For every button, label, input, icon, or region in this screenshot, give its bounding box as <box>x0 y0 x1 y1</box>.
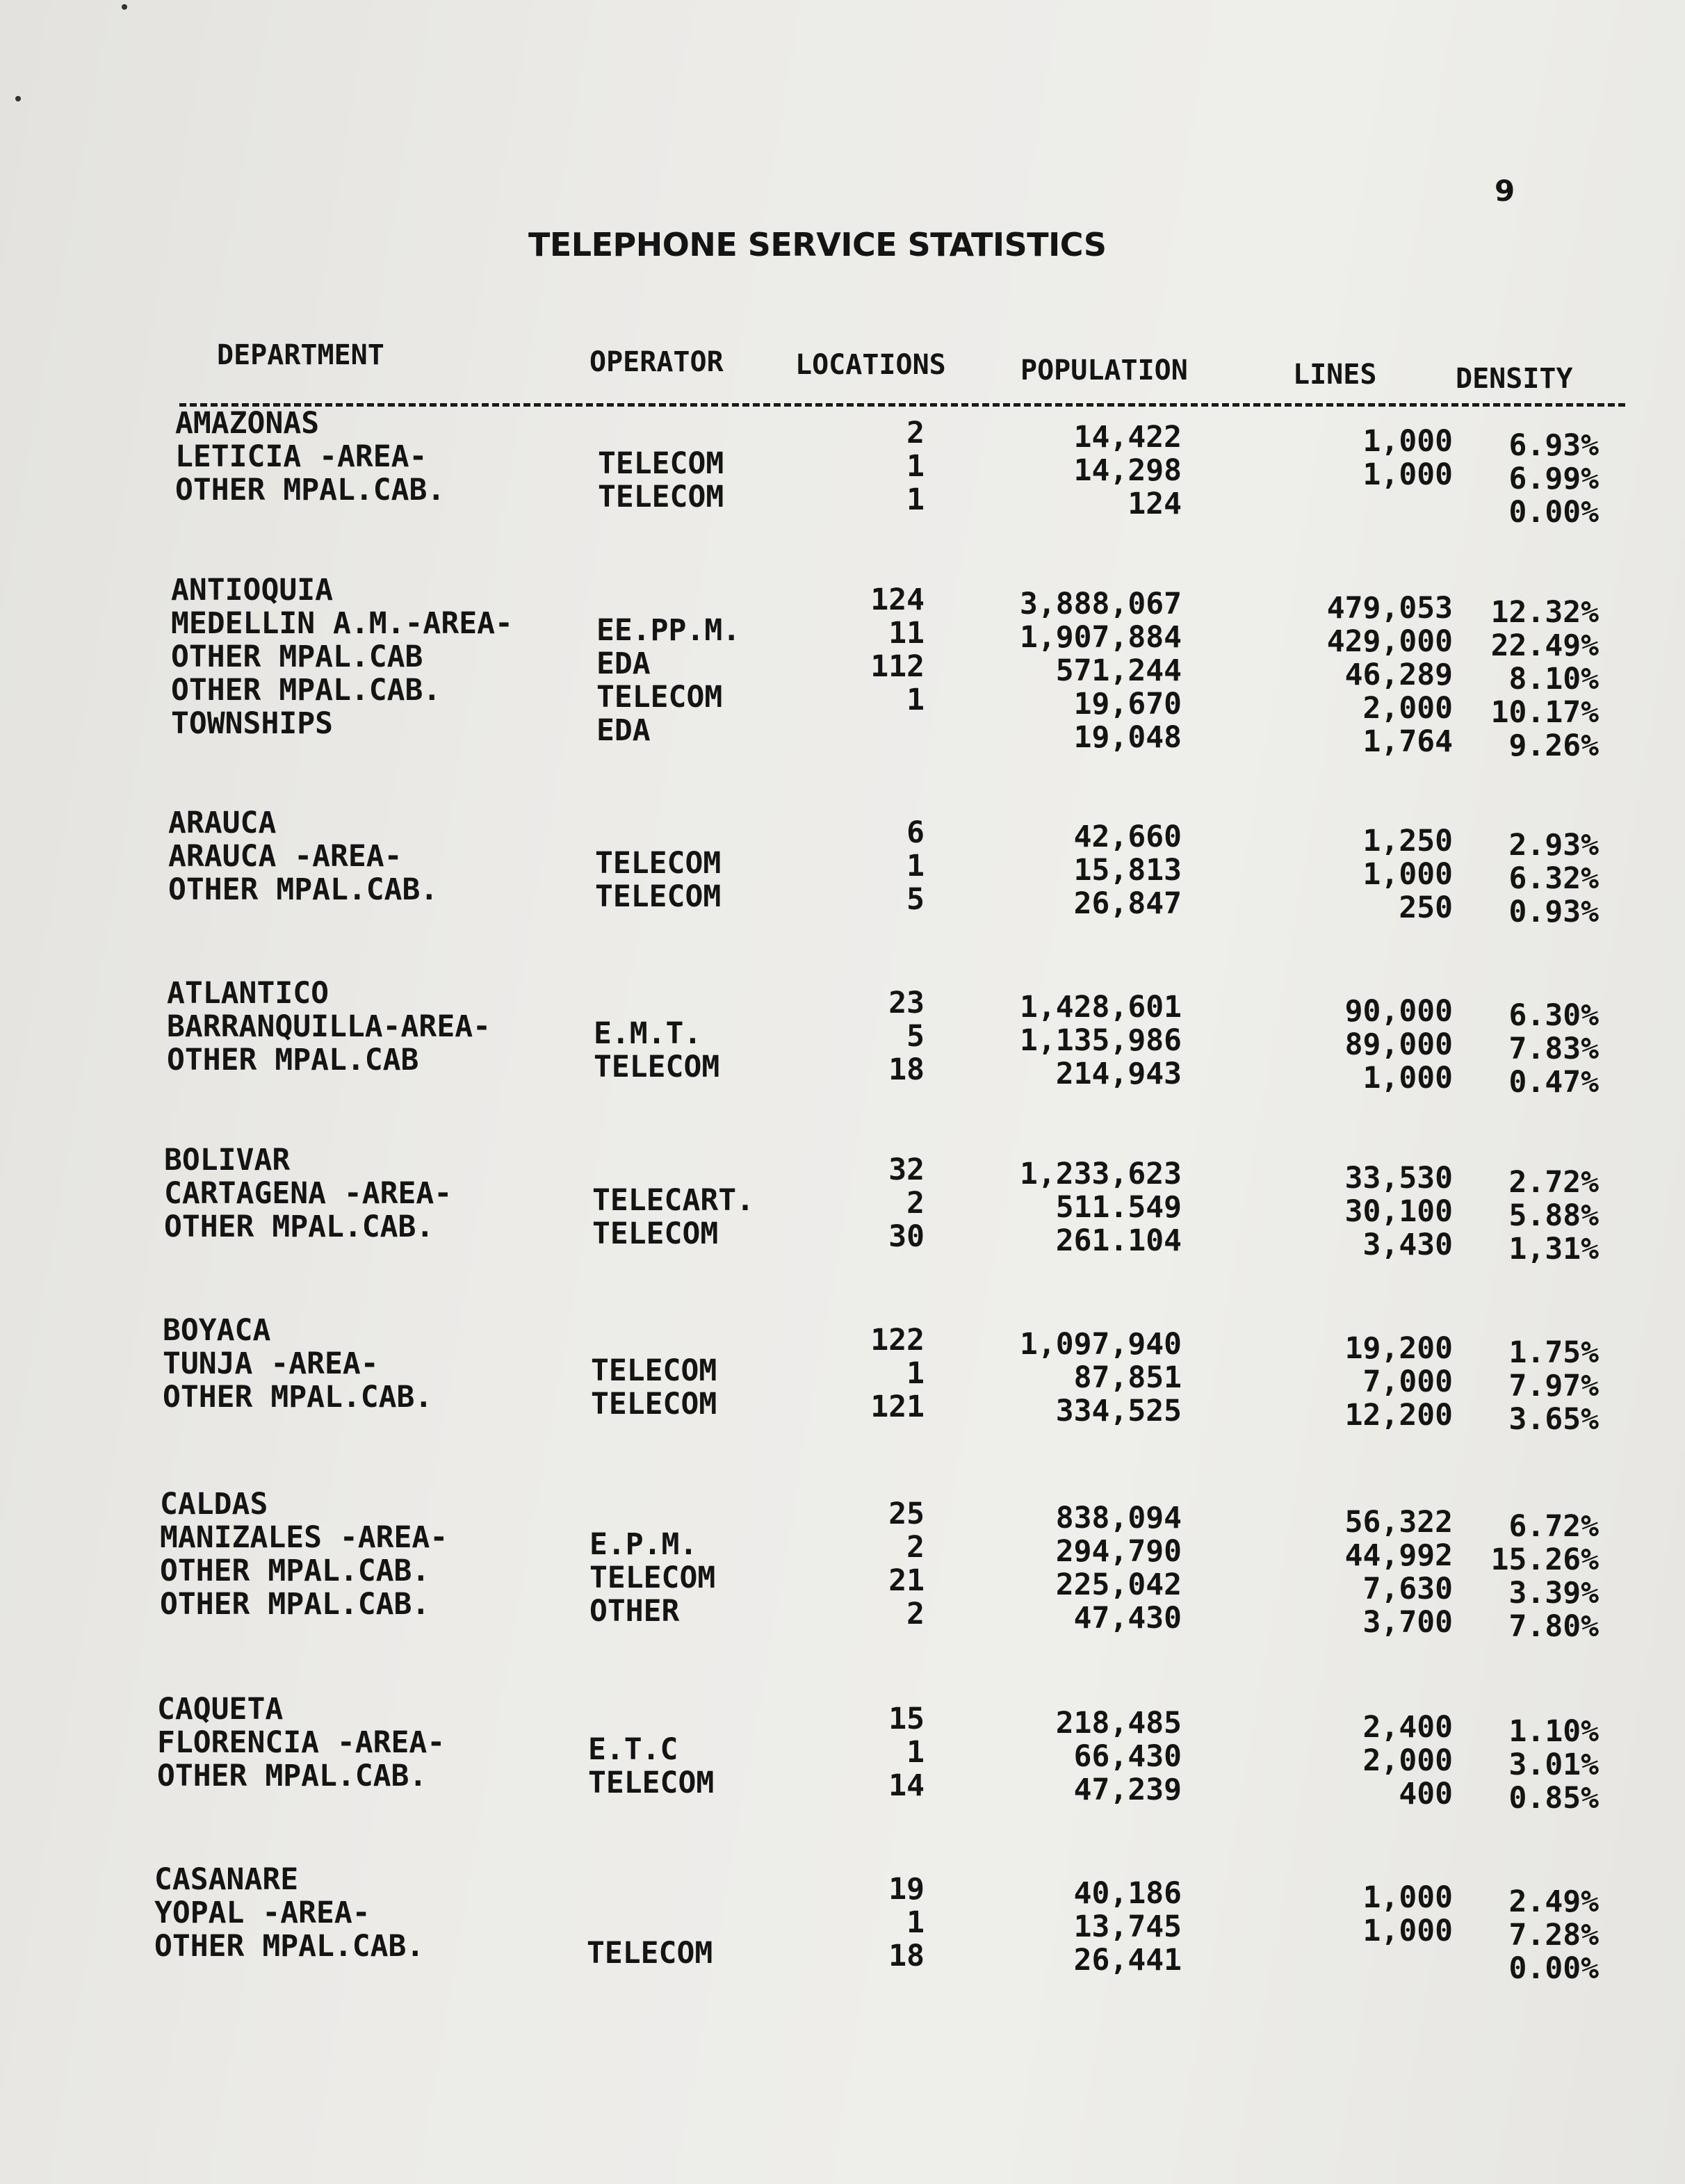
population: 261.104 <box>1055 1223 1182 1258</box>
total-population: 14,422 <box>1073 420 1182 455</box>
density: 22.49% <box>1490 628 1599 663</box>
population: 66,430 <box>1073 1739 1182 1774</box>
population: 26,441 <box>1073 1943 1182 1978</box>
operator: TELECOM <box>591 1353 717 1388</box>
operator: E.T.C <box>588 1732 678 1767</box>
header-divider <box>179 403 1625 407</box>
locations: 2 <box>906 1186 925 1221</box>
operator: E.P.M. <box>589 1527 698 1562</box>
locations: 121 <box>870 1390 925 1424</box>
department-name: CAQUETA <box>157 1692 284 1727</box>
area-name: OTHER MPAL.CAB. <box>154 1929 425 1964</box>
column-header-population: POPULATION <box>1020 355 1188 386</box>
total-density: 1.10% <box>1508 1714 1599 1749</box>
population: 13,745 <box>1073 1909 1182 1944</box>
operator: TELECOM <box>591 1387 717 1421</box>
lines: 46,289 <box>1344 658 1453 692</box>
operator: TELECOM <box>589 1560 716 1595</box>
area-name: ARAUCA -AREA- <box>168 839 402 874</box>
total-locations: 2 <box>906 416 925 450</box>
density: 0.47% <box>1508 1065 1599 1100</box>
density: 7.83% <box>1508 1032 1599 1066</box>
density: 9.26% <box>1508 728 1599 763</box>
area-name: TUNJA -AREA- <box>163 1346 379 1381</box>
total-population: 1,428,601 <box>1020 990 1182 1025</box>
column-header-department: DEPARTMENT <box>217 339 384 371</box>
lines: 1,000 <box>1362 857 1453 892</box>
density: 8.10% <box>1508 662 1599 696</box>
lines: 89,000 <box>1344 1027 1453 1062</box>
density: 6.99% <box>1508 462 1599 496</box>
area-name: OTHER MPAL.CAB. <box>164 1209 434 1244</box>
density: 6.32% <box>1508 861 1599 896</box>
area-name: OTHER MPAL.CAB <box>167 1043 419 1077</box>
operator: TELECOM <box>594 1050 720 1084</box>
density: 0.00% <box>1508 1951 1599 1986</box>
locations: 5 <box>906 1019 925 1054</box>
density: 0.93% <box>1508 895 1599 929</box>
operator: EDA <box>596 646 651 681</box>
column-header-density: DENSITY <box>1456 363 1573 395</box>
lines: 3,430 <box>1362 1228 1453 1262</box>
population: 19,670 <box>1073 687 1182 722</box>
operator: EDA <box>596 713 651 748</box>
area-name: FLORENCIA -AREA- <box>157 1725 446 1760</box>
lines: 429,000 <box>1326 624 1453 659</box>
locations: 11 <box>888 616 925 651</box>
total-locations: 23 <box>888 986 925 1020</box>
total-lines: 1,000 <box>1362 1880 1453 1915</box>
population: 124 <box>1128 487 1182 521</box>
operator: TELECART. <box>592 1183 754 1218</box>
lines: 1,000 <box>1362 457 1453 492</box>
operator: OTHER <box>589 1594 680 1629</box>
population: 26,847 <box>1073 886 1182 921</box>
department-name: CASANARE <box>154 1862 299 1897</box>
total-lines: 1,000 <box>1362 424 1453 459</box>
population: 47,239 <box>1073 1773 1182 1807</box>
density: 3.01% <box>1508 1747 1599 1782</box>
total-lines: 479,053 <box>1326 591 1453 626</box>
lines: 400 <box>1399 1777 1453 1811</box>
operator: TELECOM <box>587 1936 713 1971</box>
column-header-locations: LOCATIONS <box>795 349 946 381</box>
total-population: 838,094 <box>1055 1501 1182 1535</box>
lines: 1,764 <box>1362 724 1453 759</box>
total-locations: 124 <box>870 582 925 617</box>
speck <box>15 96 21 101</box>
locations: 1 <box>906 482 925 517</box>
area-name: TOWNSHIPS <box>171 706 333 741</box>
total-density: 2.49% <box>1508 1884 1599 1919</box>
lines: 12,200 <box>1344 1398 1453 1433</box>
area-name: CARTAGENA -AREA- <box>164 1176 453 1211</box>
department-name: ARAUCA <box>168 806 277 840</box>
operator: TELECOM <box>598 446 724 481</box>
total-locations: 32 <box>888 1152 925 1187</box>
total-lines: 33,530 <box>1344 1161 1453 1196</box>
density: 5.88% <box>1508 1198 1599 1233</box>
locations: 1 <box>906 849 925 883</box>
total-density: 1.75% <box>1508 1335 1599 1370</box>
total-locations: 25 <box>888 1497 925 1531</box>
population: 1,907,884 <box>1020 620 1182 655</box>
operator: TELECOM <box>595 846 722 881</box>
speck <box>122 4 127 10</box>
density: 3.39% <box>1508 1576 1599 1611</box>
total-density: 6.30% <box>1508 998 1599 1033</box>
area-name: OTHER MPAL.CAB. <box>168 872 439 907</box>
area-name: MANIZALES -AREA- <box>160 1520 448 1555</box>
area-name: BARRANQUILLA-AREA- <box>167 1009 491 1044</box>
population: 15,813 <box>1073 853 1182 888</box>
area-name: OTHER MPAL.CAB. <box>160 1554 430 1588</box>
total-lines: 2,400 <box>1362 1710 1453 1745</box>
area-name: OTHER MPAL.CAB <box>171 639 423 674</box>
lines: 7,000 <box>1362 1364 1453 1399</box>
density: 3.65% <box>1508 1402 1599 1437</box>
lines: 250 <box>1399 890 1453 925</box>
population: 87,851 <box>1073 1360 1182 1395</box>
operator: EE.PP.M. <box>596 613 741 648</box>
department-name: ATLANTICO <box>167 976 329 1011</box>
locations: 21 <box>888 1563 925 1598</box>
department-name: CALDAS <box>160 1487 268 1522</box>
operator: TELECOM <box>596 680 723 715</box>
density: 7.80% <box>1508 1609 1599 1644</box>
density: 15.26% <box>1490 1542 1599 1577</box>
population: 47,430 <box>1073 1601 1182 1636</box>
locations: 18 <box>888 1052 925 1087</box>
lines: 1,000 <box>1362 1061 1453 1095</box>
total-population: 1,097,940 <box>1020 1327 1182 1362</box>
total-density: 6.93% <box>1508 428 1599 463</box>
lines: 1,000 <box>1362 1914 1453 1948</box>
total-locations: 15 <box>888 1702 925 1736</box>
density: 1,31% <box>1508 1232 1599 1266</box>
area-name: OTHER MPAL.CAB. <box>157 1759 428 1793</box>
population: 571,244 <box>1055 653 1182 688</box>
total-density: 6.72% <box>1508 1509 1599 1544</box>
total-locations: 122 <box>870 1323 925 1358</box>
total-lines: 90,000 <box>1344 994 1453 1029</box>
total-density: 2.72% <box>1508 1165 1599 1200</box>
total-density: 2.93% <box>1508 828 1599 863</box>
area-name: MEDELLIN A.M.-AREA- <box>171 606 513 641</box>
population: 214,943 <box>1055 1057 1182 1091</box>
locations: 1 <box>906 1905 925 1940</box>
lines: 2,000 <box>1362 1743 1453 1778</box>
total-population: 42,660 <box>1073 820 1182 854</box>
page-number: 9 <box>1495 174 1515 208</box>
area-name: OTHER MPAL.CAB. <box>160 1587 430 1622</box>
population: 294,790 <box>1055 1534 1182 1569</box>
locations: 112 <box>870 649 925 684</box>
area-name: OTHER MPAL.CAB. <box>163 1380 433 1415</box>
total-locations: 19 <box>888 1872 925 1907</box>
population: 225,042 <box>1055 1567 1182 1602</box>
population: 19,048 <box>1073 720 1182 755</box>
locations: 18 <box>888 1939 925 1973</box>
total-population: 218,485 <box>1055 1706 1182 1741</box>
department-name: BOYACA <box>163 1313 271 1348</box>
population: 1,135,986 <box>1020 1023 1182 1058</box>
locations: 1 <box>906 1356 925 1391</box>
operator: TELECOM <box>598 480 724 514</box>
locations: 14 <box>888 1768 925 1803</box>
lines: 3,700 <box>1362 1605 1453 1640</box>
lines: 2,000 <box>1362 691 1453 726</box>
population: 334,525 <box>1055 1394 1182 1428</box>
density: 7.97% <box>1508 1369 1599 1403</box>
density: 0.85% <box>1508 1781 1599 1816</box>
population: 511.549 <box>1055 1190 1182 1225</box>
locations: 1 <box>906 683 925 717</box>
total-lines: 56,322 <box>1344 1505 1453 1540</box>
population: 14,298 <box>1073 453 1182 488</box>
density: 0.00% <box>1508 495 1599 530</box>
operator: TELECOM <box>595 879 722 914</box>
area-name: OTHER MPAL.CAB. <box>171 673 441 708</box>
total-lines: 1,250 <box>1362 824 1453 858</box>
locations: 30 <box>888 1219 925 1254</box>
column-header-operator: OPERATOR <box>589 346 724 378</box>
total-population: 40,186 <box>1073 1876 1182 1911</box>
density: 7.28% <box>1508 1918 1599 1953</box>
total-lines: 19,200 <box>1344 1331 1453 1366</box>
total-population: 1,233,623 <box>1020 1157 1182 1191</box>
lines: 44,992 <box>1344 1538 1453 1573</box>
department-name: AMAZONAS <box>175 406 320 441</box>
locations: 2 <box>906 1530 925 1565</box>
locations: 5 <box>906 882 925 917</box>
lines: 7,630 <box>1362 1572 1453 1606</box>
column-header-lines: LINES <box>1293 359 1377 391</box>
area-name: YOPAL -AREA- <box>154 1896 371 1930</box>
total-population: 3,888,067 <box>1020 587 1182 621</box>
area-name: OTHER MPAL.CAB. <box>175 473 446 507</box>
page-title: TELEPHONE SERVICE STATISTICS <box>528 226 1107 263</box>
density: 10.17% <box>1490 695 1599 730</box>
locations: 1 <box>906 449 925 484</box>
operator: TELECOM <box>592 1216 719 1251</box>
operator: E.M.T. <box>594 1016 702 1051</box>
locations: 2 <box>906 1597 925 1631</box>
locations: 1 <box>906 1735 925 1770</box>
total-density: 12.32% <box>1490 595 1599 630</box>
operator: TELECOM <box>588 1766 715 1800</box>
department-name: BOLIVAR <box>164 1143 291 1177</box>
department-name: ANTIOQUIA <box>171 573 333 608</box>
lines: 30,100 <box>1344 1194 1453 1229</box>
total-locations: 6 <box>906 815 925 850</box>
area-name: LETICIA -AREA- <box>175 439 428 474</box>
